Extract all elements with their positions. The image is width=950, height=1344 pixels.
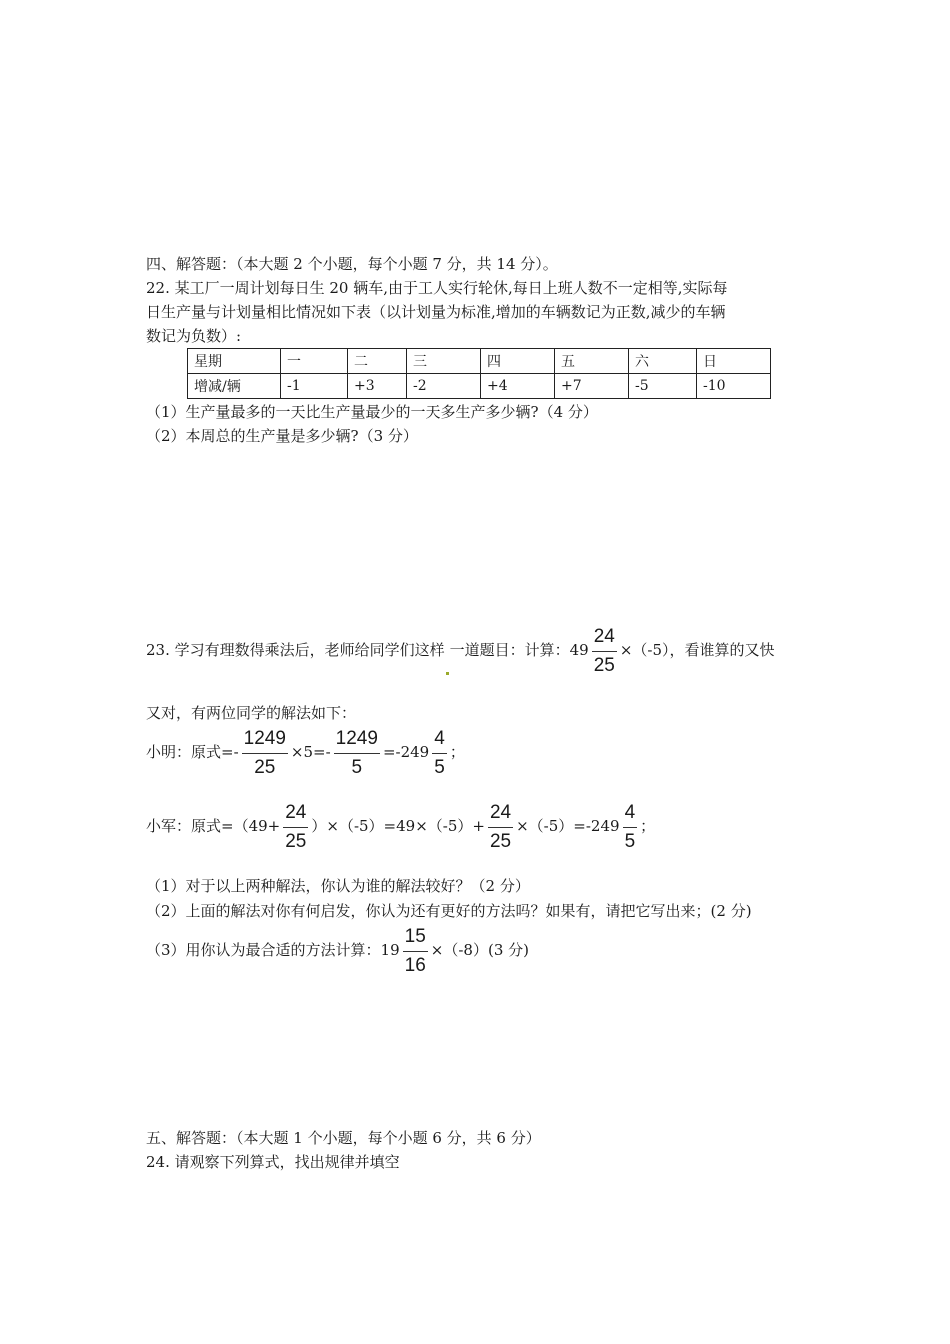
q24-text: 24. 请观察下列算式，找出规律并填空	[146, 1153, 400, 1171]
fraction-numerator: 4	[623, 803, 638, 828]
table-cell: +4	[481, 374, 555, 399]
fraction	[623, 803, 638, 851]
xiaojun-text: ）×（-5）=49×（-5）+	[311, 817, 485, 835]
xiaoming-label: 小明：原式=-	[146, 743, 239, 761]
table-row	[188, 349, 771, 374]
fraction-denominator: 5	[624, 831, 636, 852]
q22-line2: 日生产量与计划量相比情况如下表（以计划量为标准,增加的车辆数记为正数,减少的车辆	[146, 303, 726, 321]
xiaojun-text: ×（-5）=-249	[516, 817, 620, 835]
q22-sub2: （2）本周总的生产量是多少辆?（3 分）	[146, 427, 418, 445]
fraction	[432, 729, 447, 777]
table-cell: 增减/辆	[188, 374, 281, 399]
fraction-numerator: 1249	[334, 729, 380, 754]
fraction-denominator: 5	[351, 757, 363, 778]
fraction-numerator: 15	[403, 927, 428, 952]
fraction-numerator: 1249	[242, 729, 288, 754]
section5-title: 五、解答题：（本大题 1 个小题，每个小题 6 分，共 6 分）	[146, 1129, 541, 1147]
fraction	[592, 627, 617, 675]
table-cell: -1	[281, 374, 348, 399]
table-cell: +7	[555, 374, 629, 399]
fraction	[283, 803, 308, 851]
fraction-denominator: 5	[434, 757, 445, 778]
fraction-numerator: 4	[432, 729, 447, 754]
fraction-denominator: 16	[404, 955, 426, 976]
table-cell: 六	[629, 349, 697, 374]
xiaojun-solution	[146, 803, 655, 851]
fraction	[334, 729, 380, 777]
q23-intro-text: 23. 学习有理数得乘法后，老师给同学们这样	[146, 641, 445, 659]
production-table	[187, 348, 771, 399]
q23-line2: 又对，有两位同学的解法如下：	[146, 704, 357, 722]
q23-intro-text: 一道题目：计算：49	[449, 641, 589, 659]
xiaoming-solution	[146, 729, 465, 777]
fraction-numerator: 24	[488, 803, 513, 828]
fraction	[242, 729, 288, 777]
xiaoming-text: =-249	[382, 743, 430, 761]
table-cell: 星期	[188, 349, 281, 374]
table-cell: 四	[481, 349, 555, 374]
fraction-denominator: 25	[285, 831, 307, 852]
table-cell: -2	[407, 374, 481, 399]
table-cell: 二	[348, 349, 407, 374]
q22-sub1: （1）生产量最多的一天比生产量最少的一天多生产多少辆?（4 分）	[146, 403, 598, 421]
table-cell: +3	[348, 374, 407, 399]
fraction-denominator: 25	[489, 831, 512, 852]
xiaoming-text: ；	[449, 743, 465, 761]
q22-line3: 数记为负数）:	[146, 327, 242, 345]
fraction	[488, 803, 513, 851]
table-cell: 日	[697, 349, 771, 374]
q23-intro	[146, 627, 775, 675]
q23-sub3-text: （3）用你认为最合适的方法计算：19	[146, 941, 400, 959]
xiaojun-label: 小军：原式=（49+	[146, 817, 281, 835]
fraction-numerator: 24	[592, 627, 617, 652]
q23-sub1: （1）对于以上两种解法，你认为谁的解法较好？（2 分）	[146, 877, 530, 895]
table-cell: 三	[407, 349, 481, 374]
mark-dot	[446, 672, 449, 675]
q23-sub2: （2）上面的解法对你有何启发，你认为还有更好的方法吗？如果有，请把它写出来；(2 分)	[146, 902, 752, 920]
table-cell: -10	[697, 374, 771, 399]
table-cell: 一	[281, 349, 348, 374]
xiaoming-text: ×5=-	[290, 743, 331, 761]
fraction-denominator: 25	[254, 757, 276, 778]
q23-intro-text: ×（-5），看谁算的又快	[619, 641, 775, 659]
fraction	[403, 927, 428, 975]
table-cell: -5	[629, 374, 697, 399]
xiaojun-text: ；	[640, 817, 656, 835]
q22-line1: 22. 某工厂一周计划每日生 20 辆车,由于工人实行轮休,每日上班人数不一定相等,实际每	[146, 279, 728, 297]
fraction-numerator: 24	[283, 803, 308, 828]
q23-sub3	[146, 927, 529, 975]
q23-sub3-text: ×（-8）(3 分)	[430, 941, 529, 959]
table-row	[188, 374, 771, 399]
fraction-denominator: 25	[593, 655, 615, 676]
table-cell: 五	[555, 349, 629, 374]
section4-title: 四、解答题：（本大题 2 个小题，每个小题 7 分，共 14 分）。	[146, 255, 558, 273]
